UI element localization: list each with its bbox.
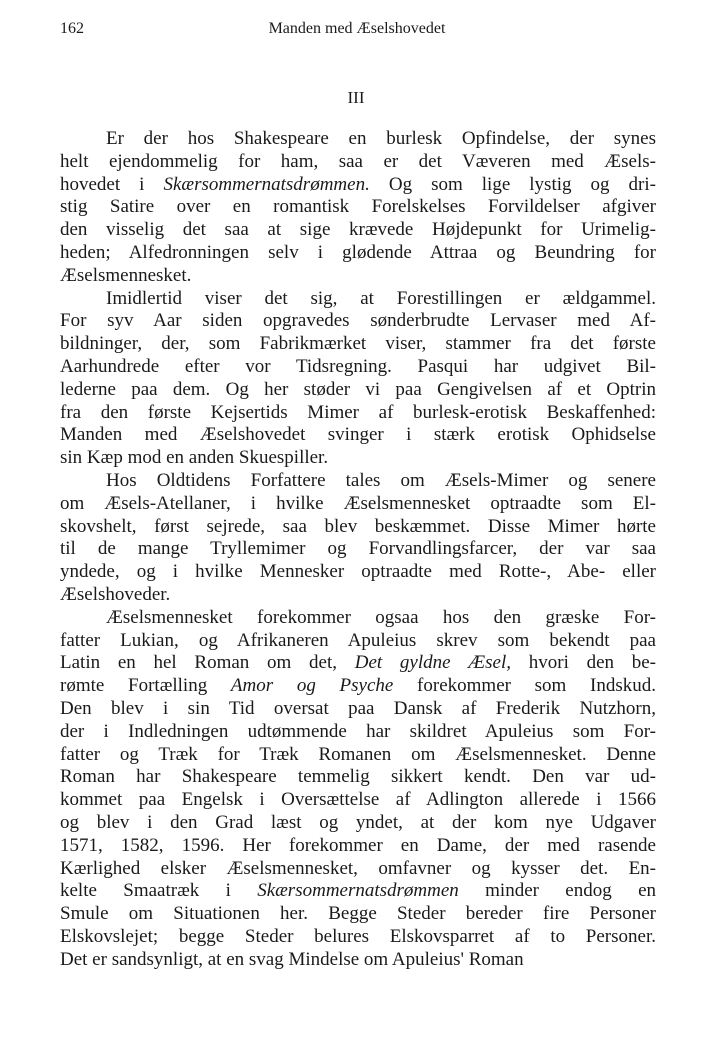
text-line — [60, 858, 656, 881]
text-line — [60, 219, 656, 242]
text-line — [60, 721, 656, 744]
text-line — [60, 174, 656, 197]
text-line — [60, 470, 656, 493]
text-run: sin Kæp mod en anden Skuespiller. — [60, 447, 329, 469]
text-run: 1571, 1582, 1596. Her forekommer en Dame, der med rasende — [60, 834, 656, 856]
text-line — [60, 652, 656, 675]
text-line — [60, 766, 656, 789]
text-line — [60, 630, 656, 653]
text-run: Det er sandsynligt, at en svag Mindelse om Apuleius' Roman — [60, 948, 524, 970]
text-line — [60, 242, 656, 265]
text-run: Kærlighed elsker Æselsmennesket, omfavner og kysser det. En- — [60, 857, 656, 879]
text-line — [60, 926, 656, 949]
text-run: Og som lige lystig og dri- — [369, 173, 656, 195]
text-run: kelte Smaatræk i — [60, 880, 258, 902]
text-run: om Æsels-Atellaner, i hvilke Æselsmennesket optraadte som El- — [60, 492, 656, 514]
italic-title: Det gyldne Æsel, — [354, 652, 512, 674]
text-run: yndede, og i hvilke Mennesker optraadte med Rotte-, Abe- eller — [60, 561, 656, 583]
text-run: minder endog en — [458, 880, 656, 902]
paragraph — [60, 607, 656, 972]
text-line — [60, 424, 656, 447]
paragraph — [60, 288, 656, 470]
italic-title: Skærsommernatsdrømmen — [257, 880, 459, 902]
text-line — [60, 128, 656, 151]
text-run: Æselsmennesket forekommer ogsaa hos den græske For- — [106, 606, 656, 628]
text-line — [60, 607, 656, 630]
text-line — [60, 789, 656, 812]
text-run: Latin en hel Roman om det, — [60, 652, 355, 674]
text-run: kommet paa Engelsk i Oversættelse af Adlington allerede i 1566 — [60, 789, 656, 811]
text-run: Den blev i sin Tid oversat paa Dansk af Frederik Nutzhorn, — [60, 697, 656, 719]
text-run: Æselsmennesket. — [60, 264, 192, 286]
text-run: Imidlertid viser det sig, at Forestillingen er ældgammel. — [106, 287, 656, 309]
text-run: forekommer som Indskud. — [393, 675, 656, 697]
text-line — [60, 265, 656, 288]
text-run: Er der hos Shakespeare en burlesk Opfindelse, der synes — [106, 128, 656, 149]
section-heading: III — [347, 88, 365, 107]
text-run: der i Indledningen udtømmende har skildret Apuleius som For- — [60, 720, 656, 742]
text-run: til de mange Tryllemimer og Forvandlingsfarcer, der var saa — [60, 538, 656, 560]
text-run: og blev i den Grad læst og yndet, at der kom nye Udgaver — [60, 811, 656, 833]
text-run: skovshelt, først sejrede, saa blev beskæmmet. Disse Mimer hørte — [60, 515, 656, 537]
text-run: hvori den be- — [511, 652, 656, 674]
text-run: fatter Lukian, og Afrikaneren Apuleius skrev som bekendt paa — [60, 629, 656, 651]
text-line — [60, 561, 656, 584]
text-line — [60, 151, 656, 174]
text-line — [60, 516, 656, 539]
text-run: Æselshoveder. — [60, 583, 171, 605]
text-line — [60, 493, 656, 516]
text-run: Roman har Shakespeare temmelig sikkert kendt. Den var ud- — [60, 766, 656, 788]
text-line — [60, 310, 656, 333]
text-line — [60, 333, 656, 356]
text-line — [60, 675, 656, 698]
text-line — [60, 835, 656, 858]
text-line — [60, 356, 656, 379]
running-title: Manden med Æselshovedet — [268, 20, 446, 37]
body-text — [60, 128, 656, 971]
text-run: fra den første Kejsertids Mimer af burlesk-erotisk Beskaffenhed: — [60, 401, 656, 423]
running-head — [60, 20, 654, 44]
italic-title: Amor og Psyche — [230, 675, 394, 697]
page-number: 162 — [60, 20, 84, 37]
italic-title: Skærsommernatsdrømmen. — [163, 173, 370, 195]
text-run: Manden med Æselshovedet svinger i stærk erotisk Ophidselse — [60, 424, 656, 446]
text-line — [60, 402, 656, 425]
paragraph — [60, 128, 656, 288]
text-line — [60, 903, 656, 926]
text-line — [60, 196, 656, 219]
text-run: Hos Oldtidens Forfattere tales om Æsels-Mimer og senere — [106, 469, 656, 491]
text-run: bildninger, der, som Fabrikmærket viser, stammer fra det første — [60, 333, 656, 355]
text-line — [60, 584, 656, 607]
paragraph — [60, 470, 656, 607]
text-line — [60, 744, 656, 767]
text-line — [60, 447, 656, 470]
text-run: heden; Alfedronningen selv i glødende Attraa og Beundring for — [60, 241, 656, 263]
text-line — [60, 698, 656, 721]
text-line — [60, 288, 656, 311]
text-run: den visselig det saa at sige krævede Højdepunkt for Urimelig- — [60, 219, 656, 241]
text-line — [60, 812, 656, 835]
text-line — [60, 379, 656, 402]
text-run: helt ejendommelig for ham, saa er det Væveren med Æsels- — [60, 150, 656, 172]
text-line — [60, 538, 656, 561]
text-run: lederne paa dem. Og her støder vi paa Gengivelsen af et Optrin — [60, 378, 656, 400]
text-run: hovedet i — [60, 173, 164, 195]
text-line — [60, 949, 656, 972]
text-run: Smule om Situationen her. Begge Steder bereder fire Personer — [60, 903, 656, 925]
text-run: Elskovslejet; begge Steder belures Elskovsparret af to Personer. — [60, 925, 656, 947]
text-run: stig Satire over en romantisk Forelskelses Forvildelser afgiver — [60, 196, 656, 218]
text-run: For syv Aar siden opgravedes sønderbrudte Lervaser med Af- — [60, 310, 656, 332]
text-run: fatter og Træk for Træk Romanen om Æselsmennesket. Denne — [60, 743, 656, 765]
text-run: rømte Fortælling — [60, 675, 231, 697]
text-line — [60, 880, 656, 903]
text-run: Aarhundrede efter vor Tidsregning. Pasqui har udgivet Bil- — [60, 355, 656, 377]
